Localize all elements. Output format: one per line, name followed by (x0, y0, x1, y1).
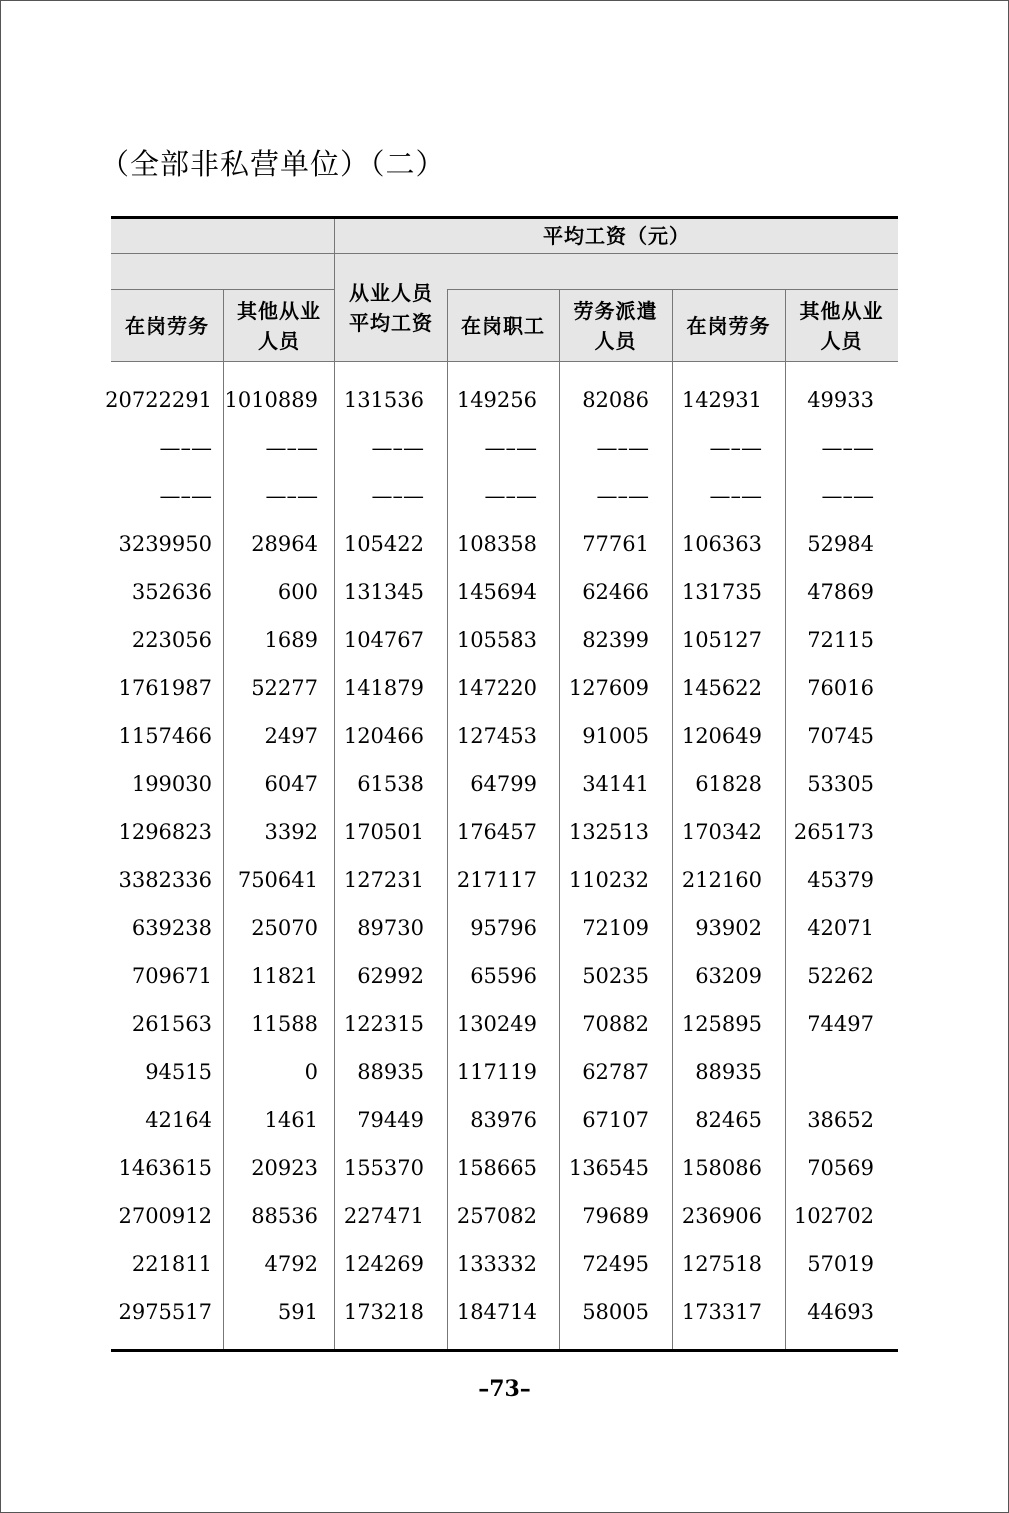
table-cell: —–— (596, 436, 649, 460)
table-cell: 110232 (568, 868, 649, 892)
table-cell: —–— (709, 484, 762, 508)
table-cell: 74497 (807, 1012, 874, 1036)
table-cell: 102702 (793, 1204, 874, 1228)
table-cell: 82086 (582, 388, 649, 412)
table-cell: 72115 (807, 628, 874, 652)
table-cell: 106363 (681, 532, 762, 556)
table-cell: —–— (371, 436, 424, 460)
table-cell: 1463615 (118, 1156, 212, 1180)
col-header-2: 其他从业 人员 (237, 298, 321, 353)
table-cell: 2497 (264, 724, 318, 748)
table-cell: 1296823 (118, 820, 212, 844)
table-cell: 136545 (568, 1156, 649, 1180)
table-cell: 1461 (264, 1108, 318, 1132)
table-row (111, 568, 898, 616)
table-cell: 79449 (357, 1108, 424, 1132)
table-cell: 236906 (681, 1204, 762, 1228)
table-cell: 88935 (357, 1060, 424, 1084)
table-cell: 1689 (264, 628, 318, 652)
table-cell: 83976 (470, 1108, 537, 1132)
table-row (111, 1096, 898, 1144)
table-row (111, 616, 898, 664)
table-cell: 105127 (681, 628, 762, 652)
header-line-bottom (111, 361, 898, 362)
table-cell: 105583 (456, 628, 537, 652)
table-row (111, 760, 898, 808)
table-cell: 88536 (251, 1204, 318, 1228)
col-header-6: 在岗劳务 (686, 313, 771, 338)
table-cell: 3392 (264, 820, 318, 844)
table-row (111, 808, 898, 856)
table-cell: 124269 (343, 1252, 424, 1276)
table-cell: 42164 (145, 1108, 212, 1132)
table-cell: 52984 (807, 532, 874, 556)
table-cell: 61538 (357, 772, 424, 796)
table-row (111, 712, 898, 760)
table-cell: 94515 (145, 1060, 212, 1084)
table-cell: —–— (596, 484, 649, 508)
table-cell: 142931 (681, 388, 762, 412)
table-cell: 62992 (357, 964, 424, 988)
table-cell: 0 (304, 1060, 318, 1084)
table-cell: 72109 (582, 916, 649, 940)
table-cell: 2975517 (118, 1300, 212, 1324)
table-cell: —–— (484, 436, 537, 460)
table-cell: 95796 (470, 916, 537, 940)
table-cell: 600 (277, 580, 318, 604)
table-cell: 89730 (357, 916, 424, 940)
table-cell: 132513 (568, 820, 649, 844)
table-cell: 88935 (695, 1060, 762, 1084)
table-cell: 82399 (582, 628, 649, 652)
table-row (105, 376, 898, 424)
table-cell: 50235 (582, 964, 649, 988)
table-cell: 221811 (131, 1252, 212, 1276)
table-row (111, 1192, 898, 1240)
table-cell: 62787 (582, 1060, 649, 1084)
table-cell: 58005 (582, 1300, 649, 1324)
table-cell: 77761 (582, 532, 649, 556)
col-header-3: 从业人员 平均工资 (349, 280, 433, 335)
table-cell: 750641 (237, 868, 318, 892)
table-cell: —–— (265, 484, 318, 508)
table-cell: 3239950 (118, 532, 212, 556)
table-cell: 127609 (568, 676, 649, 700)
table-row (111, 1240, 898, 1288)
table-cell: 120466 (343, 724, 424, 748)
table-bottom-rule (111, 1349, 898, 1352)
table-row (111, 1288, 898, 1336)
table-cell: 120649 (681, 724, 762, 748)
table-cell: 133332 (456, 1252, 537, 1276)
table-cell: 122315 (343, 1012, 424, 1036)
table-cell: 70882 (582, 1012, 649, 1036)
col-header-4: 在岗职工 (461, 313, 545, 338)
table-cell: 105422 (343, 532, 424, 556)
table-cell: 145622 (681, 676, 762, 700)
table-row (111, 856, 898, 904)
table-cell: 261563 (131, 1012, 212, 1036)
page-title: （全部非私营单位）（二） (100, 147, 446, 181)
table-cell: —–— (709, 436, 762, 460)
table-cell: 91005 (582, 724, 649, 748)
header-line-1 (111, 253, 898, 254)
table-cell: 591 (277, 1300, 318, 1324)
col-header-1: 在岗劳务 (125, 313, 209, 338)
table-cell: 145694 (456, 580, 537, 604)
table-cell: 173317 (681, 1300, 762, 1324)
table-cell: 265173 (793, 820, 874, 844)
table-cell: 170342 (681, 820, 762, 844)
table-cell: —–— (371, 484, 424, 508)
table-cell: 352636 (131, 580, 212, 604)
table-cell: 227471 (343, 1204, 424, 1228)
table-row (111, 952, 898, 1000)
table-cell: 63209 (695, 964, 762, 988)
table-cell: 1761987 (118, 676, 212, 700)
table-cell: 52262 (807, 964, 874, 988)
table-cell: 2700912 (118, 1204, 212, 1228)
table-cell: 93902 (695, 916, 762, 940)
table-cell: 70569 (807, 1156, 874, 1180)
table-cell: 38652 (807, 1108, 874, 1132)
table-cell: 34141 (582, 772, 649, 796)
table-row (111, 520, 898, 568)
table-cell: 25070 (251, 916, 318, 940)
table-cell: 20722291 (105, 388, 212, 412)
col-header-5: 劳务派遣 人员 (573, 298, 658, 353)
table-cell: 53305 (807, 772, 874, 796)
table-cell: 158086 (681, 1156, 762, 1180)
table-cell: 67107 (582, 1108, 649, 1132)
table-cell: 42071 (807, 916, 874, 940)
table-cell: 76016 (807, 676, 874, 700)
table-cell: 158665 (456, 1156, 537, 1180)
table-cell: 47869 (807, 580, 874, 604)
table-row (111, 904, 898, 952)
table-cell: —–— (821, 484, 874, 508)
table-cell: 72495 (582, 1252, 649, 1276)
table-cell: —–— (265, 436, 318, 460)
table-row (111, 472, 898, 520)
table-cell: 170501 (343, 820, 424, 844)
table-cell: 44693 (807, 1300, 874, 1324)
table-cell: 1010889 (224, 388, 318, 412)
table-cell: 79689 (582, 1204, 649, 1228)
table-cell: 176457 (456, 820, 537, 844)
table-cell: 223056 (131, 628, 212, 652)
table-cell: 82465 (695, 1108, 762, 1132)
table-row (111, 1144, 898, 1192)
table-cell: 64799 (470, 772, 537, 796)
table-cell: 131536 (343, 388, 424, 412)
table-row (111, 664, 898, 712)
table-cell: 212160 (681, 868, 762, 892)
col-header-7: 其他从业 人员 (799, 298, 884, 353)
group-header-avg-wage: 平均工资（元） (543, 224, 690, 248)
table-cell: —–— (484, 484, 537, 508)
salary-table (105, 216, 898, 1352)
table-cell: 131735 (681, 580, 762, 604)
table-cell: 184714 (456, 1300, 537, 1324)
table-cell: 117119 (456, 1060, 537, 1084)
table-cell: 6047 (264, 772, 318, 796)
table-cell: 70745 (807, 724, 874, 748)
table-cell: 257082 (456, 1204, 537, 1228)
table-row (111, 424, 898, 472)
table-cell: 11588 (251, 1012, 318, 1036)
table-cell: —–— (159, 484, 212, 508)
table-cell: —–— (821, 436, 874, 460)
table-cell: 639238 (131, 916, 212, 940)
table-row (111, 1048, 898, 1096)
table-cell: 52277 (251, 676, 318, 700)
table-cell: 173218 (343, 1300, 424, 1324)
table-cell: 57019 (807, 1252, 874, 1276)
table-cell: 199030 (131, 772, 212, 796)
table-cell: 62466 (582, 580, 649, 604)
table-cell: 49933 (807, 388, 874, 412)
table-cell: 155370 (343, 1156, 424, 1180)
table-cell: 3382336 (118, 868, 212, 892)
table-cell: 127453 (456, 724, 537, 748)
table-cell: 11821 (251, 964, 318, 988)
table-cell: 20923 (251, 1156, 318, 1180)
table-top-rule (111, 216, 898, 219)
table-cell: 45379 (807, 868, 874, 892)
page-number: –73– (478, 1376, 531, 1402)
table-cell: 108358 (456, 532, 537, 556)
table-cell: 127518 (681, 1252, 762, 1276)
table-cell: 127231 (343, 868, 424, 892)
table-cell: 61828 (695, 772, 762, 796)
table-cell: 141879 (343, 676, 424, 700)
table-cell: 104767 (343, 628, 424, 652)
table-cell: 28964 (251, 532, 318, 556)
table-cell: —–— (159, 436, 212, 460)
table-cell: 1157466 (118, 724, 212, 748)
table-cell: 147220 (456, 676, 537, 700)
table-cell: 4792 (264, 1252, 318, 1276)
table-cell: 149256 (456, 388, 537, 412)
table-cell: 709671 (131, 964, 212, 988)
table-row (111, 1000, 898, 1048)
table-cell: 130249 (456, 1012, 537, 1036)
table-cell: 65596 (470, 964, 537, 988)
table-cell: 217117 (456, 868, 537, 892)
table-cell: 125895 (681, 1012, 762, 1036)
table-cell: 131345 (343, 580, 424, 604)
